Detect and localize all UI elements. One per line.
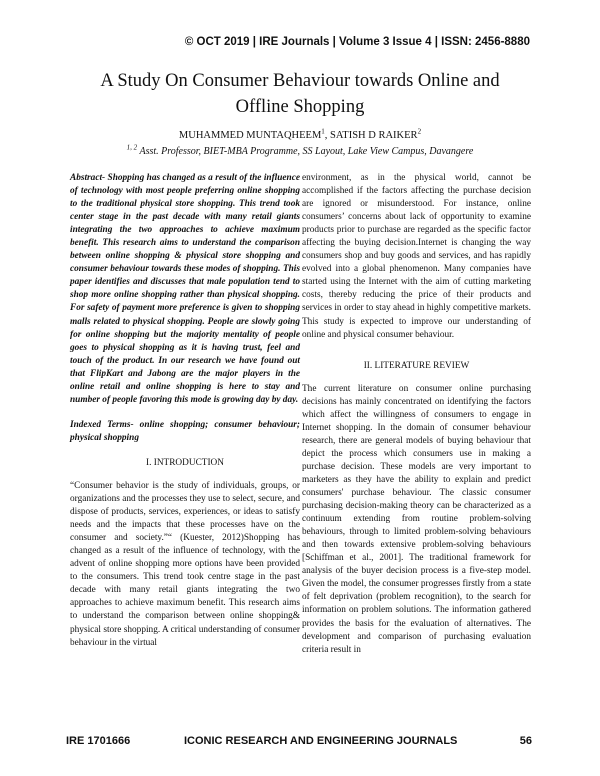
author-2-sup: 2: [417, 127, 422, 136]
journal-header: © OCT 2019 | IRE Journals | Volume 3 Issue 4 | ISSN: 2456-8880: [184, 36, 530, 48]
footer-paper-id: IRE 1701666: [66, 735, 131, 747]
section-heading-literature-review: II. LITERATURE REVIEW: [363, 360, 470, 371]
left-column: [70, 172, 300, 650]
title-line-1: A Study On Consumer Behaviour towards Online and: [100, 71, 500, 91]
affiliation-text: Asst. Professor, BIET-MBA Programme, SS Layout, Lake View Campus, Davangere: [137, 146, 474, 157]
intro-paragraph: “Consumer behavior is the study of individuals, groups, or organizations and the processes they use to select, secure, and dispose of products, services, experiences, or ideas to satisfy needs and the impacts that these processes have on the consumer and society.”“ (Kuester, 2012)Shopping has changed as a result of the influence of technology, with the advent of online shopping more options have been provided to the consumers. This trend took centre stage in the past decade with many retail giants integrating the two approaches to achieve maximum benefit. This research aims to understand the comparison between online shopping& physical store shopping. A critical understanding of consumer behaviour in the virtual: [70, 480, 300, 648]
abstract: Abstract- Shopping has changed as a result of the influence of technology with most people preferring online shopping to the traditional physical store shopping. This trend took center stage in the past decade with many retail giants integrating the two approaches to achieve maximum benefit. This research aims to understand the comparison between online shopping & physical store shopping and consumer behaviour towards these modes of shopping. This paper identifies and discusses that male population tend to shop more online shopping rather than physical shopping. For safety of payment more preference is given to shopping malls related to physical shopping. People are slowly going for online shopping but the majority mentality of people goes to physical shopping as it is having trust, feel and touch of the product. In our research we have found out that FlipKart and Jabong are the major players in the online retail and online shopping is here to stay and number of people favoring this mode is growing day by day.: [70, 173, 300, 405]
affiliation-sup: 1, 2: [126, 143, 138, 152]
right-column: [302, 172, 531, 657]
right-paragraph-1: environment, as in the physical world, cannot be accomplished if the factors affecting the purchase decision are ignored or misunderstood. For instance, online consumers’ concerns about lack of opportunity to examine products prior to purchase are regarded as the specific factor affecting the buying decision.Internet is changing the way consumers shop and buy goods and services, and has rapidly evolved into a global phenomenon. Many companies have started using the Internet with the aim of cutting marketing costs, thereby reducing the price of their products and services in order to stay ahead in highly competitive markets. This study is expected to improve our understanding of online and physical consumer behaviour.: [302, 173, 531, 340]
author-1-sup: 1: [321, 127, 325, 136]
author-2: SATISH D RAIKER: [330, 130, 418, 141]
spacer: [70, 407, 300, 419]
footer-page-number: 56: [519, 735, 532, 747]
section-heading-introduction: I. INTRODUCTION: [146, 457, 224, 468]
index-terms: Indexed Terms- online shopping; consumer behaviour; physical shopping: [70, 419, 300, 443]
paper-title: [40, 68, 560, 120]
author-1: MUHAMMED MUNTAQHEEM: [178, 130, 322, 141]
footer-journal-name: ICONIC RESEARCH AND ENGINEERING JOURNALS: [184, 735, 458, 747]
affiliation-line: [40, 143, 560, 157]
right-paragraph-2: The current literature on consumer online purchasing decisions has mainly concentrated on identifying the factors which affect the willingness of consumers to engage in Internet shopping. In the domain of consumer behaviour research, there are general models of buying behaviour that depict the process which consumers use in making a purchase decision. These models are very important to marketers as they have the ability to explain and predict consumers' purchase behaviour. The classic consumer purchasing decision-making theory can be characterized as a continuum extending from routine problem-solving behaviours, through to limited problem-solving behaviours and then towards extensive problem-solving behaviours [Schiffman et al., 2001]. The traditional framework for analysis of the buyer decision process is a five-step model. Given the model, the consumer progresses firstly from a state of felt deprivation (problem recognition), to the search for information on problem solutions. The information gathered provides the basis for the evaluation of alternatives. The development and comparison of purchasing evaluation criteria result in: [302, 383, 531, 655]
authors-line: [40, 127, 560, 141]
author-separator: ,: [324, 130, 331, 141]
title-line-2: Offline Shopping: [235, 97, 365, 117]
